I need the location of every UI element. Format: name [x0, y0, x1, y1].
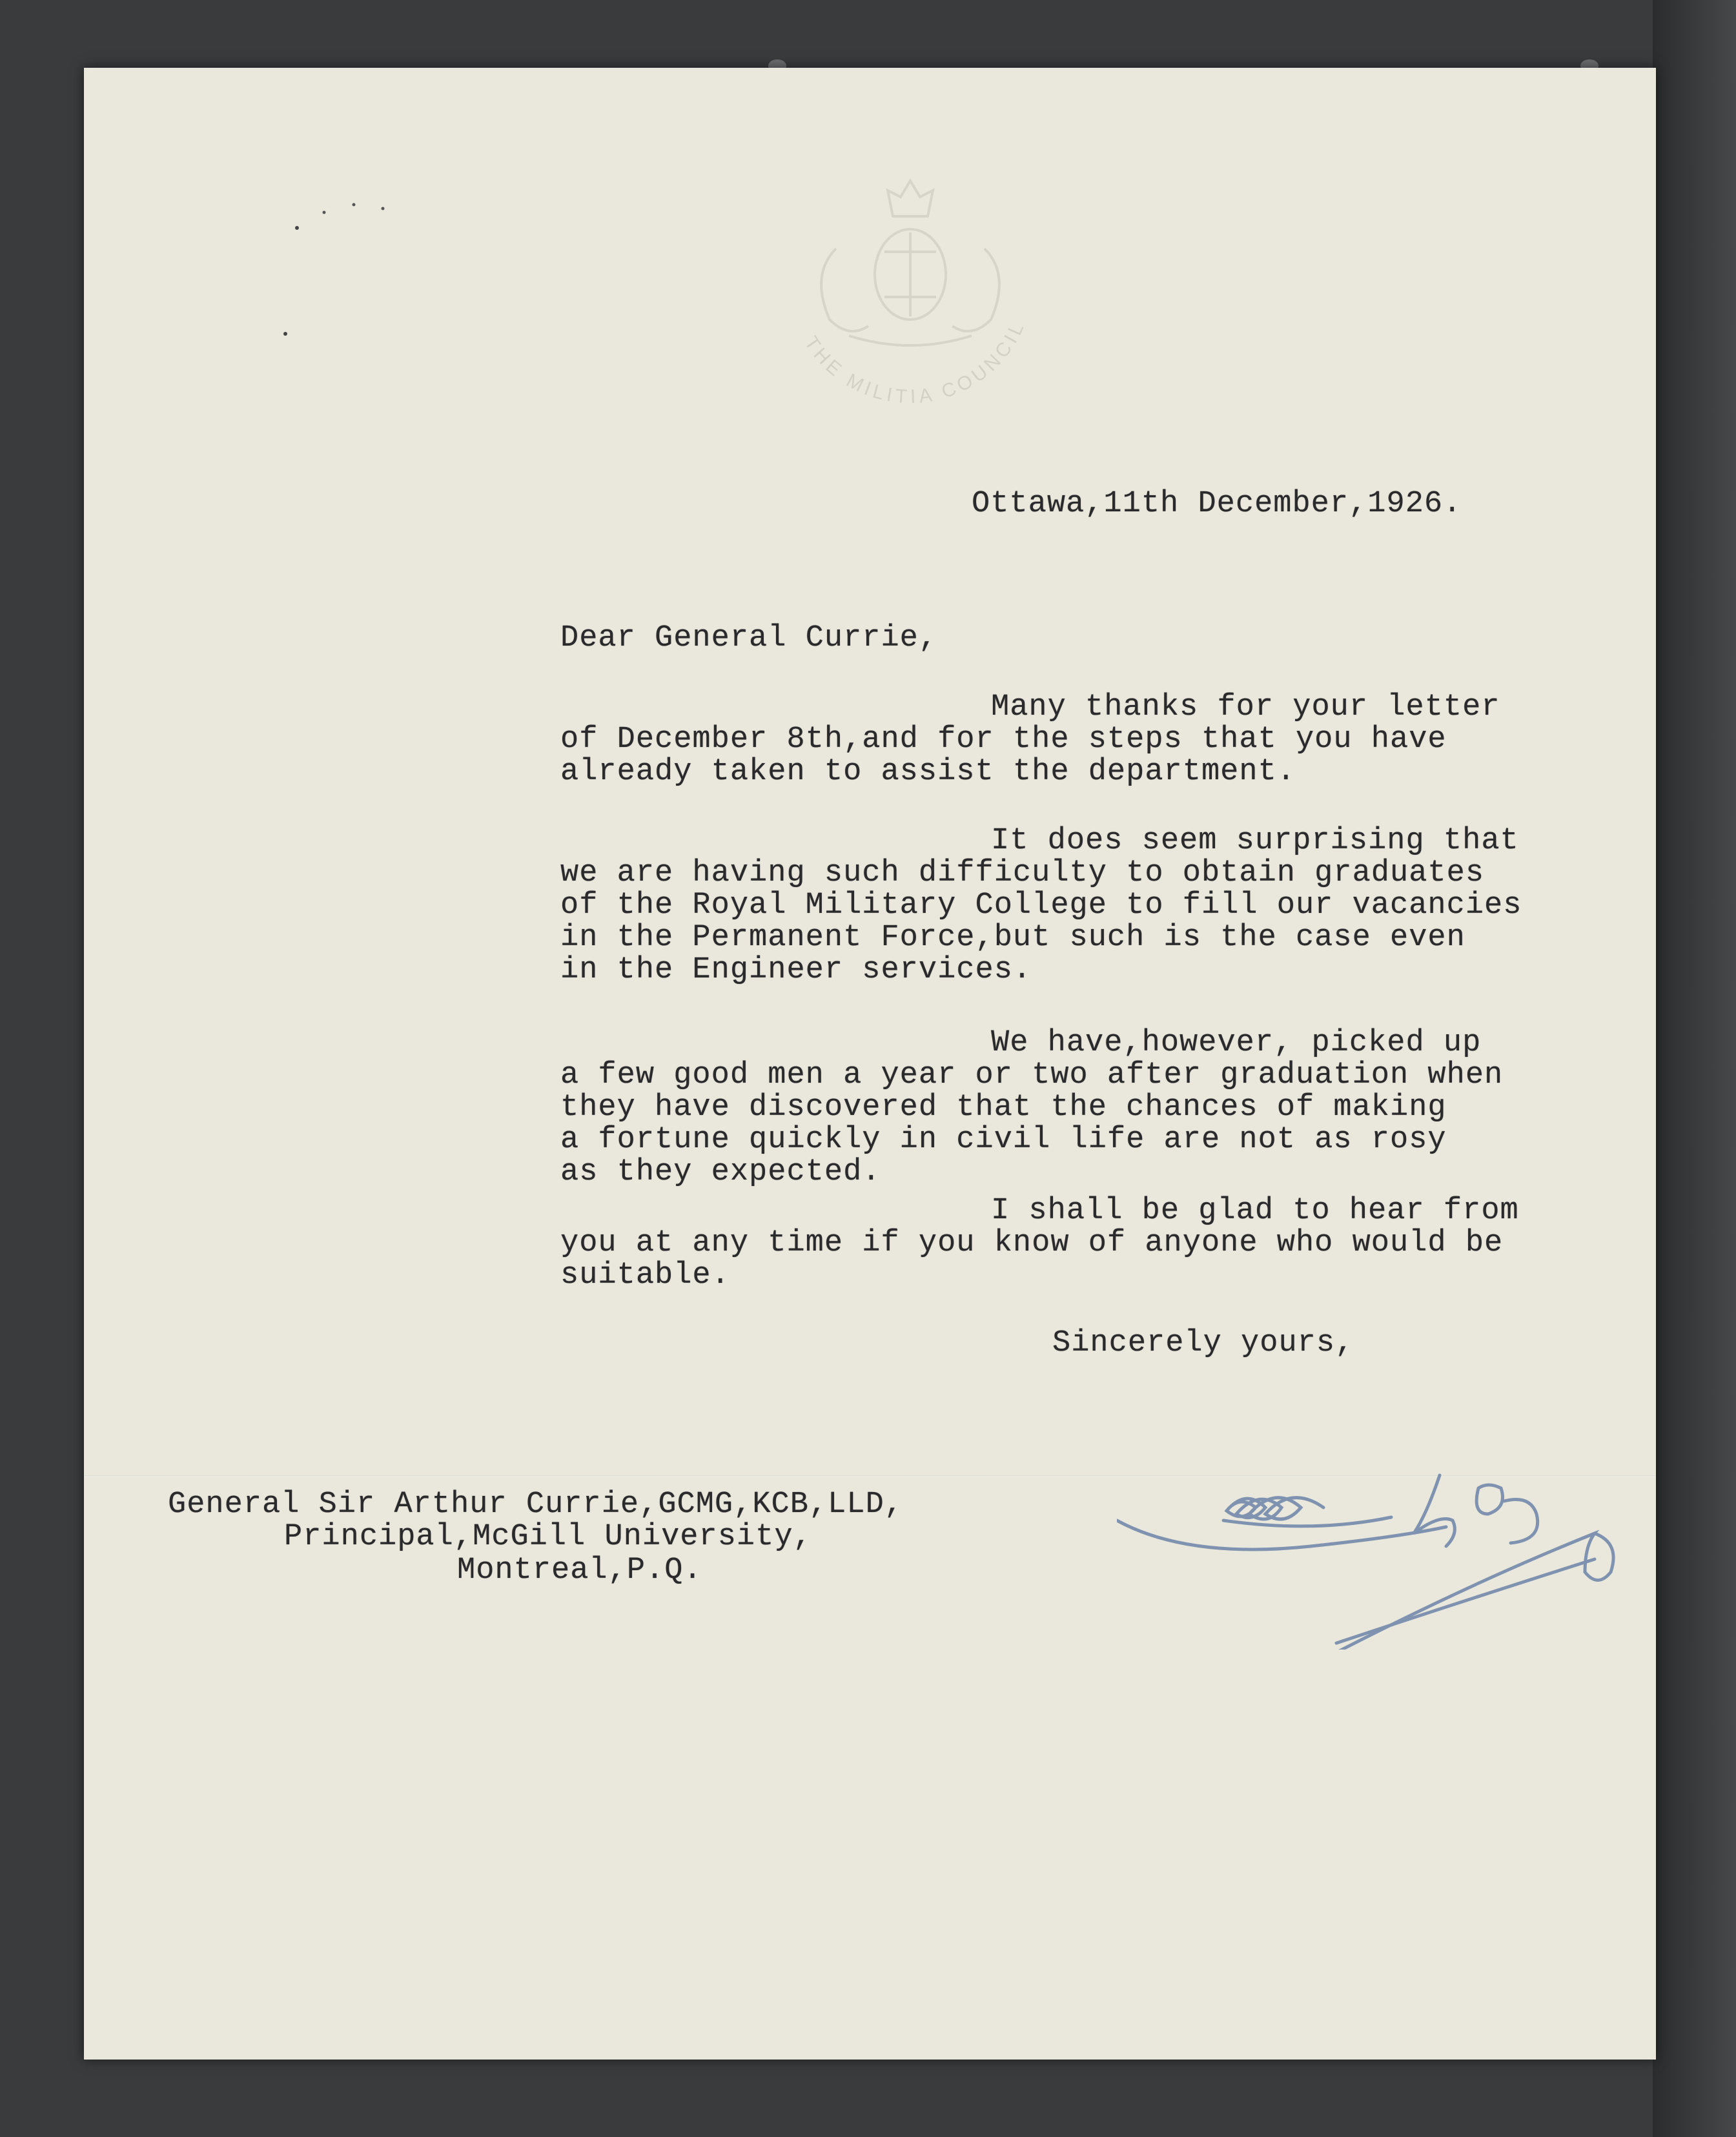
scanner-background [1653, 0, 1736, 2137]
paragraph-line: a few good men a year or two after graduation when [560, 1058, 1504, 1092]
paragraph-line: already taken to assist the department. [560, 755, 1296, 789]
paragraph-line: suitable. [560, 1258, 730, 1293]
svg-text:THE MILITIA COUNCIL [800, 316, 1029, 407]
dateline: Ottawa,11th December,1926. [972, 487, 1462, 521]
recipient-line: Montreal,P.Q. [457, 1553, 702, 1588]
paragraph-line: of December 8th,and for the steps that you have [560, 722, 1447, 757]
ink-specks [278, 132, 471, 358]
seal-text: THE MILITIA COUNCIL [800, 316, 1030, 408]
salutation: Dear General Currie, [560, 621, 938, 655]
signature-icon [1117, 1449, 1659, 1650]
paragraph-line: a fortune quickly in civil life are not as rosy [560, 1123, 1447, 1157]
paragraph-line: you at any time if you know of anyone who would be [560, 1226, 1504, 1260]
paragraph-line: they have discovered that the chances of making [560, 1090, 1447, 1125]
paragraph-line: We have,however, picked up [991, 1026, 1482, 1060]
letter-page [84, 68, 1656, 2060]
paragraph-line: I shall be glad to hear from [991, 1194, 1519, 1228]
paragraph-line: as they expected. [560, 1155, 881, 1189]
paragraph-line: It does seem surprising that [991, 824, 1519, 858]
closing: Sincerely yours, [1052, 1326, 1354, 1360]
recipient-line: General Sir Arthur Currie,GCMG,KCB,LLD, [168, 1488, 903, 1522]
coat-of-arms-emboss-icon [739, 171, 1081, 455]
paragraph-line: in the Permanent Force,but such is the case even [560, 921, 1465, 955]
paragraph-line: Many thanks for your letter [991, 690, 1500, 724]
paragraph-line: of the Royal Military College to fill our vacancies [560, 888, 1522, 923]
paragraph-line: we are having such difficulty to obtain graduates [560, 856, 1485, 890]
paragraph-line: in the Engineer services. [560, 953, 1032, 987]
recipient-line: Principal,McGill University, [284, 1520, 812, 1554]
